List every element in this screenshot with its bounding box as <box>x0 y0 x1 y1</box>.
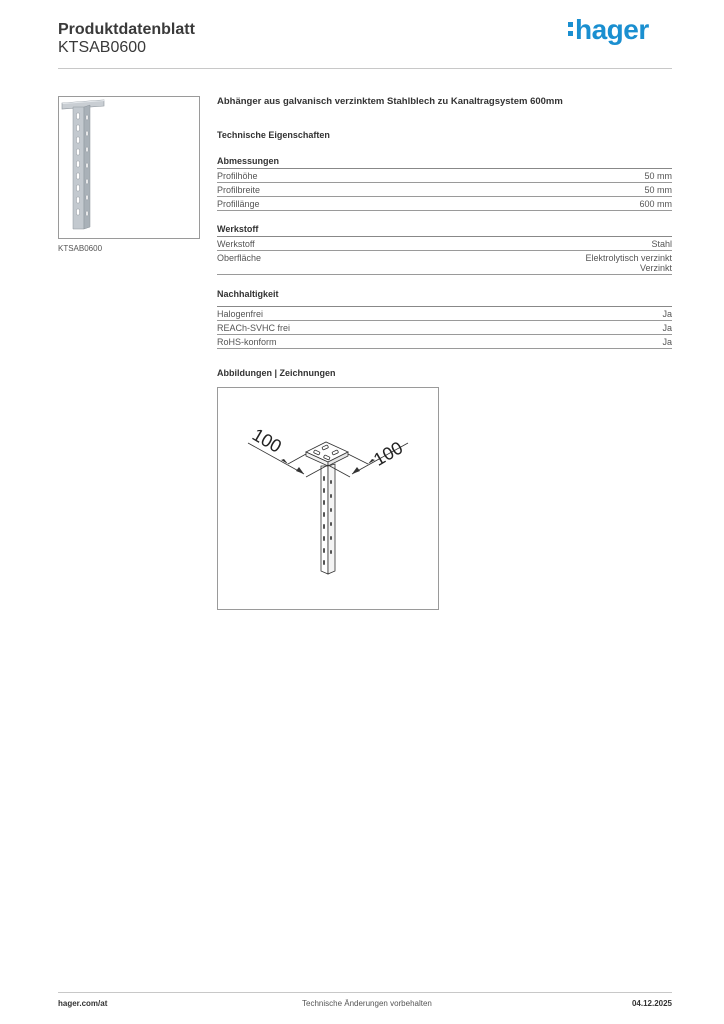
hager-logo[interactable] <box>567 14 649 46</box>
product-code: KTSAB0600 <box>58 39 147 56</box>
row-label: Profilbreite <box>217 185 261 195</box>
row-value: 600 mm <box>639 199 672 209</box>
header-divider <box>58 68 672 69</box>
material-heading: Werkstoff <box>217 224 672 237</box>
row-label: Profilhöhe <box>217 171 258 181</box>
row-value: Ja <box>662 323 672 333</box>
row-label: Oberfläche <box>217 253 262 263</box>
footer-divider <box>58 992 672 993</box>
table-row <box>217 169 672 183</box>
row-value: Ja <box>662 309 672 319</box>
row-label: REACh-SVHC frei <box>217 323 291 333</box>
row-value-line: Verzinkt <box>639 263 672 273</box>
product-image <box>58 96 200 239</box>
logo-text: hager <box>575 14 649 45</box>
table-row <box>217 335 672 349</box>
hager-logo-icon <box>567 19 575 39</box>
row-label: Werkstoff <box>217 239 255 249</box>
row-label: RoHS-konform <box>217 337 277 347</box>
sustainability-group <box>217 289 672 349</box>
product-description: Abhänger aus galvanisch verzinktem Stahlblech zu Kanaltragsystem 600mm <box>217 96 563 107</box>
table-row <box>217 237 672 251</box>
footer-note: Technische Änderungen vorbehalten <box>302 999 432 1008</box>
table-row <box>217 183 672 197</box>
technical-drawing <box>217 387 439 610</box>
row-value: Ja <box>662 337 672 347</box>
drawings-heading: Abbildungen | Zeichnungen <box>217 368 336 378</box>
dimension-label-left: 100 <box>248 424 285 457</box>
product-image-caption: KTSAB0600 <box>58 244 103 253</box>
table-row <box>217 307 672 321</box>
footer-date: 04.12.2025 <box>631 999 672 1008</box>
dimensions-group <box>217 156 672 211</box>
sustainability-heading: Nachhaltigkeit <box>217 289 672 307</box>
row-value: 50 mm <box>644 185 672 195</box>
footer-website-link[interactable]: hager.com/at <box>58 999 108 1008</box>
row-label: Profillänge <box>217 199 260 209</box>
table-row <box>217 251 672 275</box>
dimensions-heading: Abmessungen <box>217 156 672 169</box>
row-label: Halogenfrei <box>217 309 264 319</box>
row-value: 50 mm <box>644 171 672 181</box>
table-row <box>217 197 672 211</box>
row-value <box>585 253 672 273</box>
hanger-rod-icon <box>59 97 199 238</box>
technical-properties-heading: Technische Eigenschaften <box>217 130 330 140</box>
row-value: Stahl <box>651 239 672 249</box>
page-title: Produktdatenblatt <box>58 21 195 38</box>
dimension-label-right: 100 <box>370 437 407 470</box>
material-group <box>217 224 672 275</box>
table-row <box>217 321 672 335</box>
dimension-drawing-icon <box>218 388 438 609</box>
row-value-line: Elektrolytisch verzinkt <box>585 253 672 263</box>
